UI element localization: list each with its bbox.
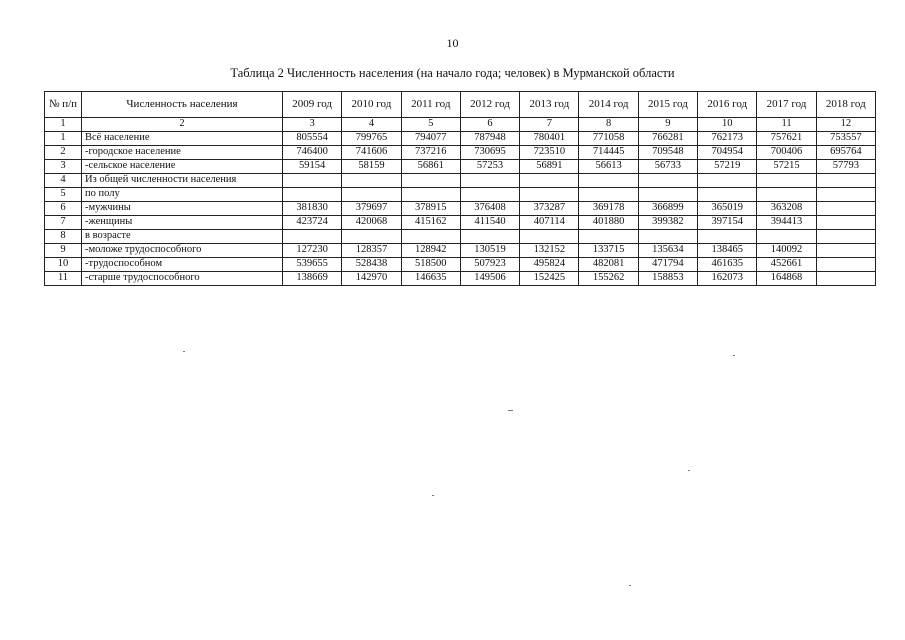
value-cell: 794077 (401, 132, 460, 146)
value-cell (816, 202, 875, 216)
value-cell: 58159 (342, 160, 401, 174)
row-label: Всё население (82, 132, 283, 146)
row-number: 2 (45, 146, 82, 160)
value-cell: 452661 (757, 258, 816, 272)
value-cell: 394413 (757, 216, 816, 230)
header-year-7: 2015 год (638, 92, 697, 118)
column-index-cell: 3 (283, 118, 342, 132)
row-label: в возрасте (82, 230, 283, 244)
table-row (45, 146, 876, 160)
row-label: -моложе трудоспособного (82, 244, 283, 258)
value-cell (757, 230, 816, 244)
table-row (45, 230, 876, 244)
column-index-cell: 4 (342, 118, 401, 132)
value-cell: 135634 (638, 244, 697, 258)
row-number: 11 (45, 272, 82, 286)
value-cell: 369178 (579, 202, 638, 216)
value-cell: 128942 (401, 244, 460, 258)
value-cell: 57219 (698, 160, 757, 174)
value-cell (579, 174, 638, 188)
page-number: 10 (446, 36, 459, 50)
column-index-cell: 8 (579, 118, 638, 132)
value-cell: 164868 (757, 272, 816, 286)
row-number: 5 (45, 188, 82, 202)
value-cell (816, 188, 875, 202)
value-cell: 482081 (579, 258, 638, 272)
row-label: -трудоспособном (82, 258, 283, 272)
value-cell (638, 230, 697, 244)
value-cell: 59154 (283, 160, 342, 174)
value-cell: 415162 (401, 216, 460, 230)
table-header-row (45, 92, 876, 118)
value-cell: 762173 (698, 132, 757, 146)
value-cell (401, 188, 460, 202)
value-cell: 373287 (520, 202, 579, 216)
header-year-10: 2018 год (816, 92, 875, 118)
value-cell: 471794 (638, 258, 697, 272)
header-label: Численность населения (82, 92, 283, 118)
value-cell: 133715 (579, 244, 638, 258)
value-cell: 399382 (638, 216, 697, 230)
value-cell: 146635 (401, 272, 460, 286)
table-row (45, 216, 876, 230)
population-table (44, 91, 876, 286)
value-cell: 737216 (401, 146, 460, 160)
value-cell: 518500 (401, 258, 460, 272)
column-index-cell: 9 (638, 118, 697, 132)
column-index-cell: 7 (520, 118, 579, 132)
value-cell: 461635 (698, 258, 757, 272)
header-year-9: 2017 год (757, 92, 816, 118)
table-row (45, 188, 876, 202)
value-cell: 140092 (757, 244, 816, 258)
value-cell: 56891 (520, 160, 579, 174)
column-index-cell: 11 (757, 118, 816, 132)
column-index-cell: 2 (82, 118, 283, 132)
header-year-1: 2009 год (283, 92, 342, 118)
header-year-2: 2010 год (342, 92, 401, 118)
value-cell: 741606 (342, 146, 401, 160)
table-row (45, 258, 876, 272)
value-cell (698, 230, 757, 244)
header-year-3: 2011 год (401, 92, 460, 118)
value-cell: 714445 (579, 146, 638, 160)
value-cell: 780401 (520, 132, 579, 146)
column-index-cell: 10 (698, 118, 757, 132)
value-cell: 366899 (638, 202, 697, 216)
value-cell: 56733 (638, 160, 697, 174)
value-cell: 507923 (460, 258, 519, 272)
column-index-cell: 5 (401, 118, 460, 132)
value-cell (816, 258, 875, 272)
row-label: по полу (82, 188, 283, 202)
value-cell: 378915 (401, 202, 460, 216)
header-year-5: 2013 год (520, 92, 579, 118)
column-index-cell: 1 (45, 118, 82, 132)
table-row (45, 160, 876, 174)
table-row (45, 272, 876, 286)
value-cell (520, 174, 579, 188)
value-cell (816, 244, 875, 258)
value-cell (816, 174, 875, 188)
value-cell: 162073 (698, 272, 757, 286)
value-cell (401, 230, 460, 244)
value-cell: 709548 (638, 146, 697, 160)
value-cell (816, 216, 875, 230)
table-row (45, 174, 876, 188)
value-cell: 132152 (520, 244, 579, 258)
value-cell: 401880 (579, 216, 638, 230)
value-cell: 423724 (283, 216, 342, 230)
value-cell: 381830 (283, 202, 342, 216)
row-number: 1 (45, 132, 82, 146)
table-body (45, 132, 876, 286)
value-cell (401, 174, 460, 188)
table-row (45, 202, 876, 216)
header-year-4: 2012 год (460, 92, 519, 118)
row-number: 8 (45, 230, 82, 244)
row-label: Из общей численности населения (82, 174, 283, 188)
value-cell: 365019 (698, 202, 757, 216)
value-cell: 142970 (342, 272, 401, 286)
value-cell: 730695 (460, 146, 519, 160)
value-cell: 746400 (283, 146, 342, 160)
value-cell (579, 188, 638, 202)
row-number: 3 (45, 160, 82, 174)
value-cell (283, 230, 342, 244)
value-cell: 420068 (342, 216, 401, 230)
table-row (45, 132, 876, 146)
value-cell: 757621 (757, 132, 816, 146)
value-cell: 723510 (520, 146, 579, 160)
value-cell (520, 188, 579, 202)
value-cell: 152425 (520, 272, 579, 286)
value-cell (460, 174, 519, 188)
column-index-cell: 6 (460, 118, 519, 132)
row-number: 9 (45, 244, 82, 258)
value-cell: 787948 (460, 132, 519, 146)
value-cell: 411540 (460, 216, 519, 230)
value-cell (757, 174, 816, 188)
value-cell (757, 188, 816, 202)
row-label: -женщины (82, 216, 283, 230)
value-cell: 56613 (579, 160, 638, 174)
value-cell (342, 230, 401, 244)
header-year-8: 2016 год (698, 92, 757, 118)
value-cell (638, 174, 697, 188)
value-cell: 753557 (816, 132, 875, 146)
value-cell: 397154 (698, 216, 757, 230)
value-cell: 57253 (460, 160, 519, 174)
value-cell: 57215 (757, 160, 816, 174)
value-cell (460, 230, 519, 244)
value-cell: 495824 (520, 258, 579, 272)
value-cell: 407114 (520, 216, 579, 230)
row-number: 10 (45, 258, 82, 272)
value-cell: 127230 (283, 244, 342, 258)
value-cell: 799765 (342, 132, 401, 146)
value-cell: 138669 (283, 272, 342, 286)
row-label: -сельское население (82, 160, 283, 174)
value-cell: 528438 (342, 258, 401, 272)
column-index-cell: 12 (816, 118, 875, 132)
value-cell: 56861 (401, 160, 460, 174)
value-cell: 138465 (698, 244, 757, 258)
value-cell: 376408 (460, 202, 519, 216)
value-cell: 539655 (283, 258, 342, 272)
value-cell (698, 188, 757, 202)
row-label: -городское население (82, 146, 283, 160)
value-cell (342, 174, 401, 188)
value-cell: 363208 (757, 202, 816, 216)
row-number: 7 (45, 216, 82, 230)
row-label: -старше трудоспособного (82, 272, 283, 286)
header-year-6: 2014 год (579, 92, 638, 118)
table-title: Таблица 2 Численность населения (на начало года; человек) в Мурманской области (230, 66, 675, 80)
value-cell: 704954 (698, 146, 757, 160)
value-cell (579, 230, 638, 244)
value-cell: 155262 (579, 272, 638, 286)
value-cell: 130519 (460, 244, 519, 258)
value-cell (283, 174, 342, 188)
value-cell (638, 188, 697, 202)
value-cell (816, 230, 875, 244)
table-row (45, 244, 876, 258)
value-cell: 57793 (816, 160, 875, 174)
row-label: -мужчины (82, 202, 283, 216)
value-cell: 766281 (638, 132, 697, 146)
value-cell: 158853 (638, 272, 697, 286)
value-cell: 805554 (283, 132, 342, 146)
value-cell (698, 174, 757, 188)
value-cell: 128357 (342, 244, 401, 258)
row-number: 4 (45, 174, 82, 188)
value-cell (460, 188, 519, 202)
value-cell: 700406 (757, 146, 816, 160)
value-cell (283, 188, 342, 202)
value-cell (520, 230, 579, 244)
value-cell: 771058 (579, 132, 638, 146)
row-number: 6 (45, 202, 82, 216)
column-index-row (45, 118, 876, 132)
value-cell (342, 188, 401, 202)
value-cell: 149506 (460, 272, 519, 286)
value-cell: 695764 (816, 146, 875, 160)
header-number: № п/п (45, 92, 82, 118)
value-cell (816, 272, 875, 286)
value-cell: 379697 (342, 202, 401, 216)
